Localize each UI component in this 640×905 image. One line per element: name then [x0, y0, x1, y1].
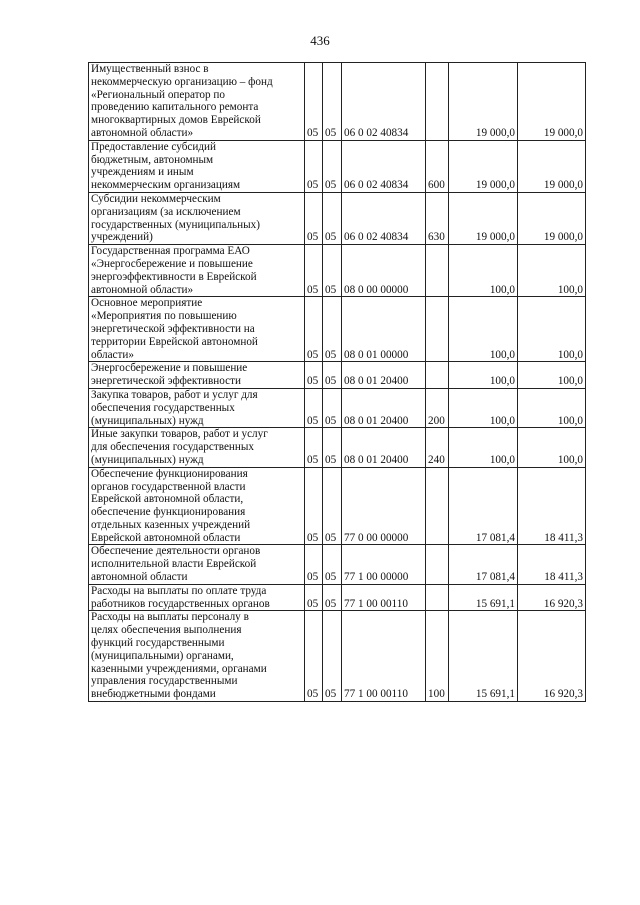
row-subsection-code: 05: [323, 467, 342, 545]
row-expense-type-code: [426, 584, 449, 611]
row-amount-2: 19 000,0: [518, 140, 586, 192]
row-amount-2: 100,0: [518, 297, 586, 362]
row-target-article-code: 08 0 01 20400: [342, 362, 426, 389]
row-section-code: 05: [305, 245, 323, 297]
table-row: [89, 467, 586, 545]
row-section-code: 05: [305, 297, 323, 362]
row-subsection-code: 05: [323, 63, 342, 141]
row-subsection-code: 05: [323, 362, 342, 389]
row-section-code: 05: [305, 63, 323, 141]
row-section-code: 05: [305, 140, 323, 192]
row-name: Предоставление субсидий бюджетным, автономным учреждениям и иным некоммерческим организациям: [89, 140, 305, 192]
row-amount-1: 15 691,1: [449, 584, 518, 611]
budget-table: [88, 62, 586, 702]
row-section-code: 05: [305, 611, 323, 702]
table-row: [89, 297, 586, 362]
table-row: [89, 245, 586, 297]
row-section-code: 05: [305, 388, 323, 427]
row-expense-type-code: [426, 362, 449, 389]
row-target-article-code: 08 0 01 20400: [342, 428, 426, 467]
row-name: Расходы на выплаты по оплате труда работников государственных органов: [89, 584, 305, 611]
row-target-article-code: 08 0 00 00000: [342, 245, 426, 297]
row-section-code: 05: [305, 362, 323, 389]
row-section-code: 05: [305, 428, 323, 467]
row-subsection-code: 05: [323, 192, 342, 244]
row-amount-1: 19 000,0: [449, 192, 518, 244]
table-row: [89, 362, 586, 389]
row-name: Обеспечение функционирования органов государственной власти Еврейской автономной области, обеспечение функционирования отдельных казенных учреждений Еврейской автономной области: [89, 467, 305, 545]
row-amount-2: 19 000,0: [518, 63, 586, 141]
row-amount-1: 17 081,4: [449, 545, 518, 584]
row-section-code: 05: [305, 584, 323, 611]
row-amount-2: 16 920,3: [518, 611, 586, 702]
row-expense-type-code: [426, 245, 449, 297]
row-subsection-code: 05: [323, 584, 342, 611]
row-expense-type-code: 600: [426, 140, 449, 192]
row-target-article-code: 77 0 00 00000: [342, 467, 426, 545]
table-row: [89, 140, 586, 192]
row-expense-type-code: [426, 545, 449, 584]
row-expense-type-code: [426, 297, 449, 362]
row-name: Энергосбережение и повышение энергетической эффективности: [89, 362, 305, 389]
row-amount-1: 100,0: [449, 245, 518, 297]
row-subsection-code: 05: [323, 245, 342, 297]
row-subsection-code: 05: [323, 140, 342, 192]
row-target-article-code: 08 0 01 00000: [342, 297, 426, 362]
row-name: Обеспечение деятельности органов исполнительной власти Еврейской автономной области: [89, 545, 305, 584]
row-amount-2: 19 000,0: [518, 192, 586, 244]
row-section-code: 05: [305, 545, 323, 584]
row-expense-type-code: 240: [426, 428, 449, 467]
row-name: Закупка товаров, работ и услуг для обеспечения государственных (муниципальных) нужд: [89, 388, 305, 427]
row-amount-2: 100,0: [518, 428, 586, 467]
row-amount-2: 100,0: [518, 245, 586, 297]
row-target-article-code: 06 0 02 40834: [342, 63, 426, 141]
row-amount-1: 100,0: [449, 362, 518, 389]
row-subsection-code: 05: [323, 611, 342, 702]
row-expense-type-code: [426, 467, 449, 545]
row-target-article-code: 77 1 00 00000: [342, 545, 426, 584]
row-name: Основное мероприятие «Мероприятия по повышению энергетической эффективности на территории Еврейской автономной области»: [89, 297, 305, 362]
row-target-article-code: 08 0 01 20400: [342, 388, 426, 427]
row-name: Субсидии некоммерческим организациям (за исключением государственных (муниципальных) учреждений): [89, 192, 305, 244]
row-subsection-code: 05: [323, 545, 342, 584]
table-row: [89, 192, 586, 244]
row-amount-2: 18 411,3: [518, 545, 586, 584]
row-subsection-code: 05: [323, 428, 342, 467]
row-subsection-code: 05: [323, 297, 342, 362]
row-amount-2: 18 411,3: [518, 467, 586, 545]
table-row: [89, 428, 586, 467]
table-row: [89, 63, 586, 141]
table-row: [89, 545, 586, 584]
row-target-article-code: 06 0 02 40834: [342, 192, 426, 244]
row-amount-2: 16 920,3: [518, 584, 586, 611]
page-number: 436: [310, 33, 330, 48]
row-amount-1: 17 081,4: [449, 467, 518, 545]
row-amount-1: 100,0: [449, 428, 518, 467]
row-amount-2: 100,0: [518, 362, 586, 389]
row-subsection-code: 05: [323, 388, 342, 427]
row-section-code: 05: [305, 467, 323, 545]
row-target-article-code: 77 1 00 00110: [342, 611, 426, 702]
row-name: Государственная программа ЕАО «Энергосбережение и повышение энергоэффективности в Еврейской автономной области»: [89, 245, 305, 297]
table-row: [89, 584, 586, 611]
row-name: Имущественный взнос в некоммерческую организацию – фонд «Региональный оператор по проведению капитального ремонта многоквартирных домов Еврейской автономной области»: [89, 63, 305, 141]
row-target-article-code: 06 0 02 40834: [342, 140, 426, 192]
row-expense-type-code: 200: [426, 388, 449, 427]
row-amount-1: 100,0: [449, 388, 518, 427]
table-row: [89, 611, 586, 702]
row-name: Иные закупки товаров, работ и услуг для обеспечения государственных (муниципальных) нужд: [89, 428, 305, 467]
row-amount-1: 19 000,0: [449, 63, 518, 141]
row-amount-1: 19 000,0: [449, 140, 518, 192]
row-expense-type-code: [426, 63, 449, 141]
row-expense-type-code: 100: [426, 611, 449, 702]
row-name: Расходы на выплаты персоналу в целях обеспечения выполнения функций государственными (муниципальными) органами, казенными учреждениями, органами управления государственными внебюджетными фондами: [89, 611, 305, 702]
row-target-article-code: 77 1 00 00110: [342, 584, 426, 611]
table-row: [89, 388, 586, 427]
row-amount-2: 100,0: [518, 388, 586, 427]
row-section-code: 05: [305, 192, 323, 244]
row-expense-type-code: 630: [426, 192, 449, 244]
row-amount-1: 100,0: [449, 297, 518, 362]
row-amount-1: 15 691,1: [449, 611, 518, 702]
